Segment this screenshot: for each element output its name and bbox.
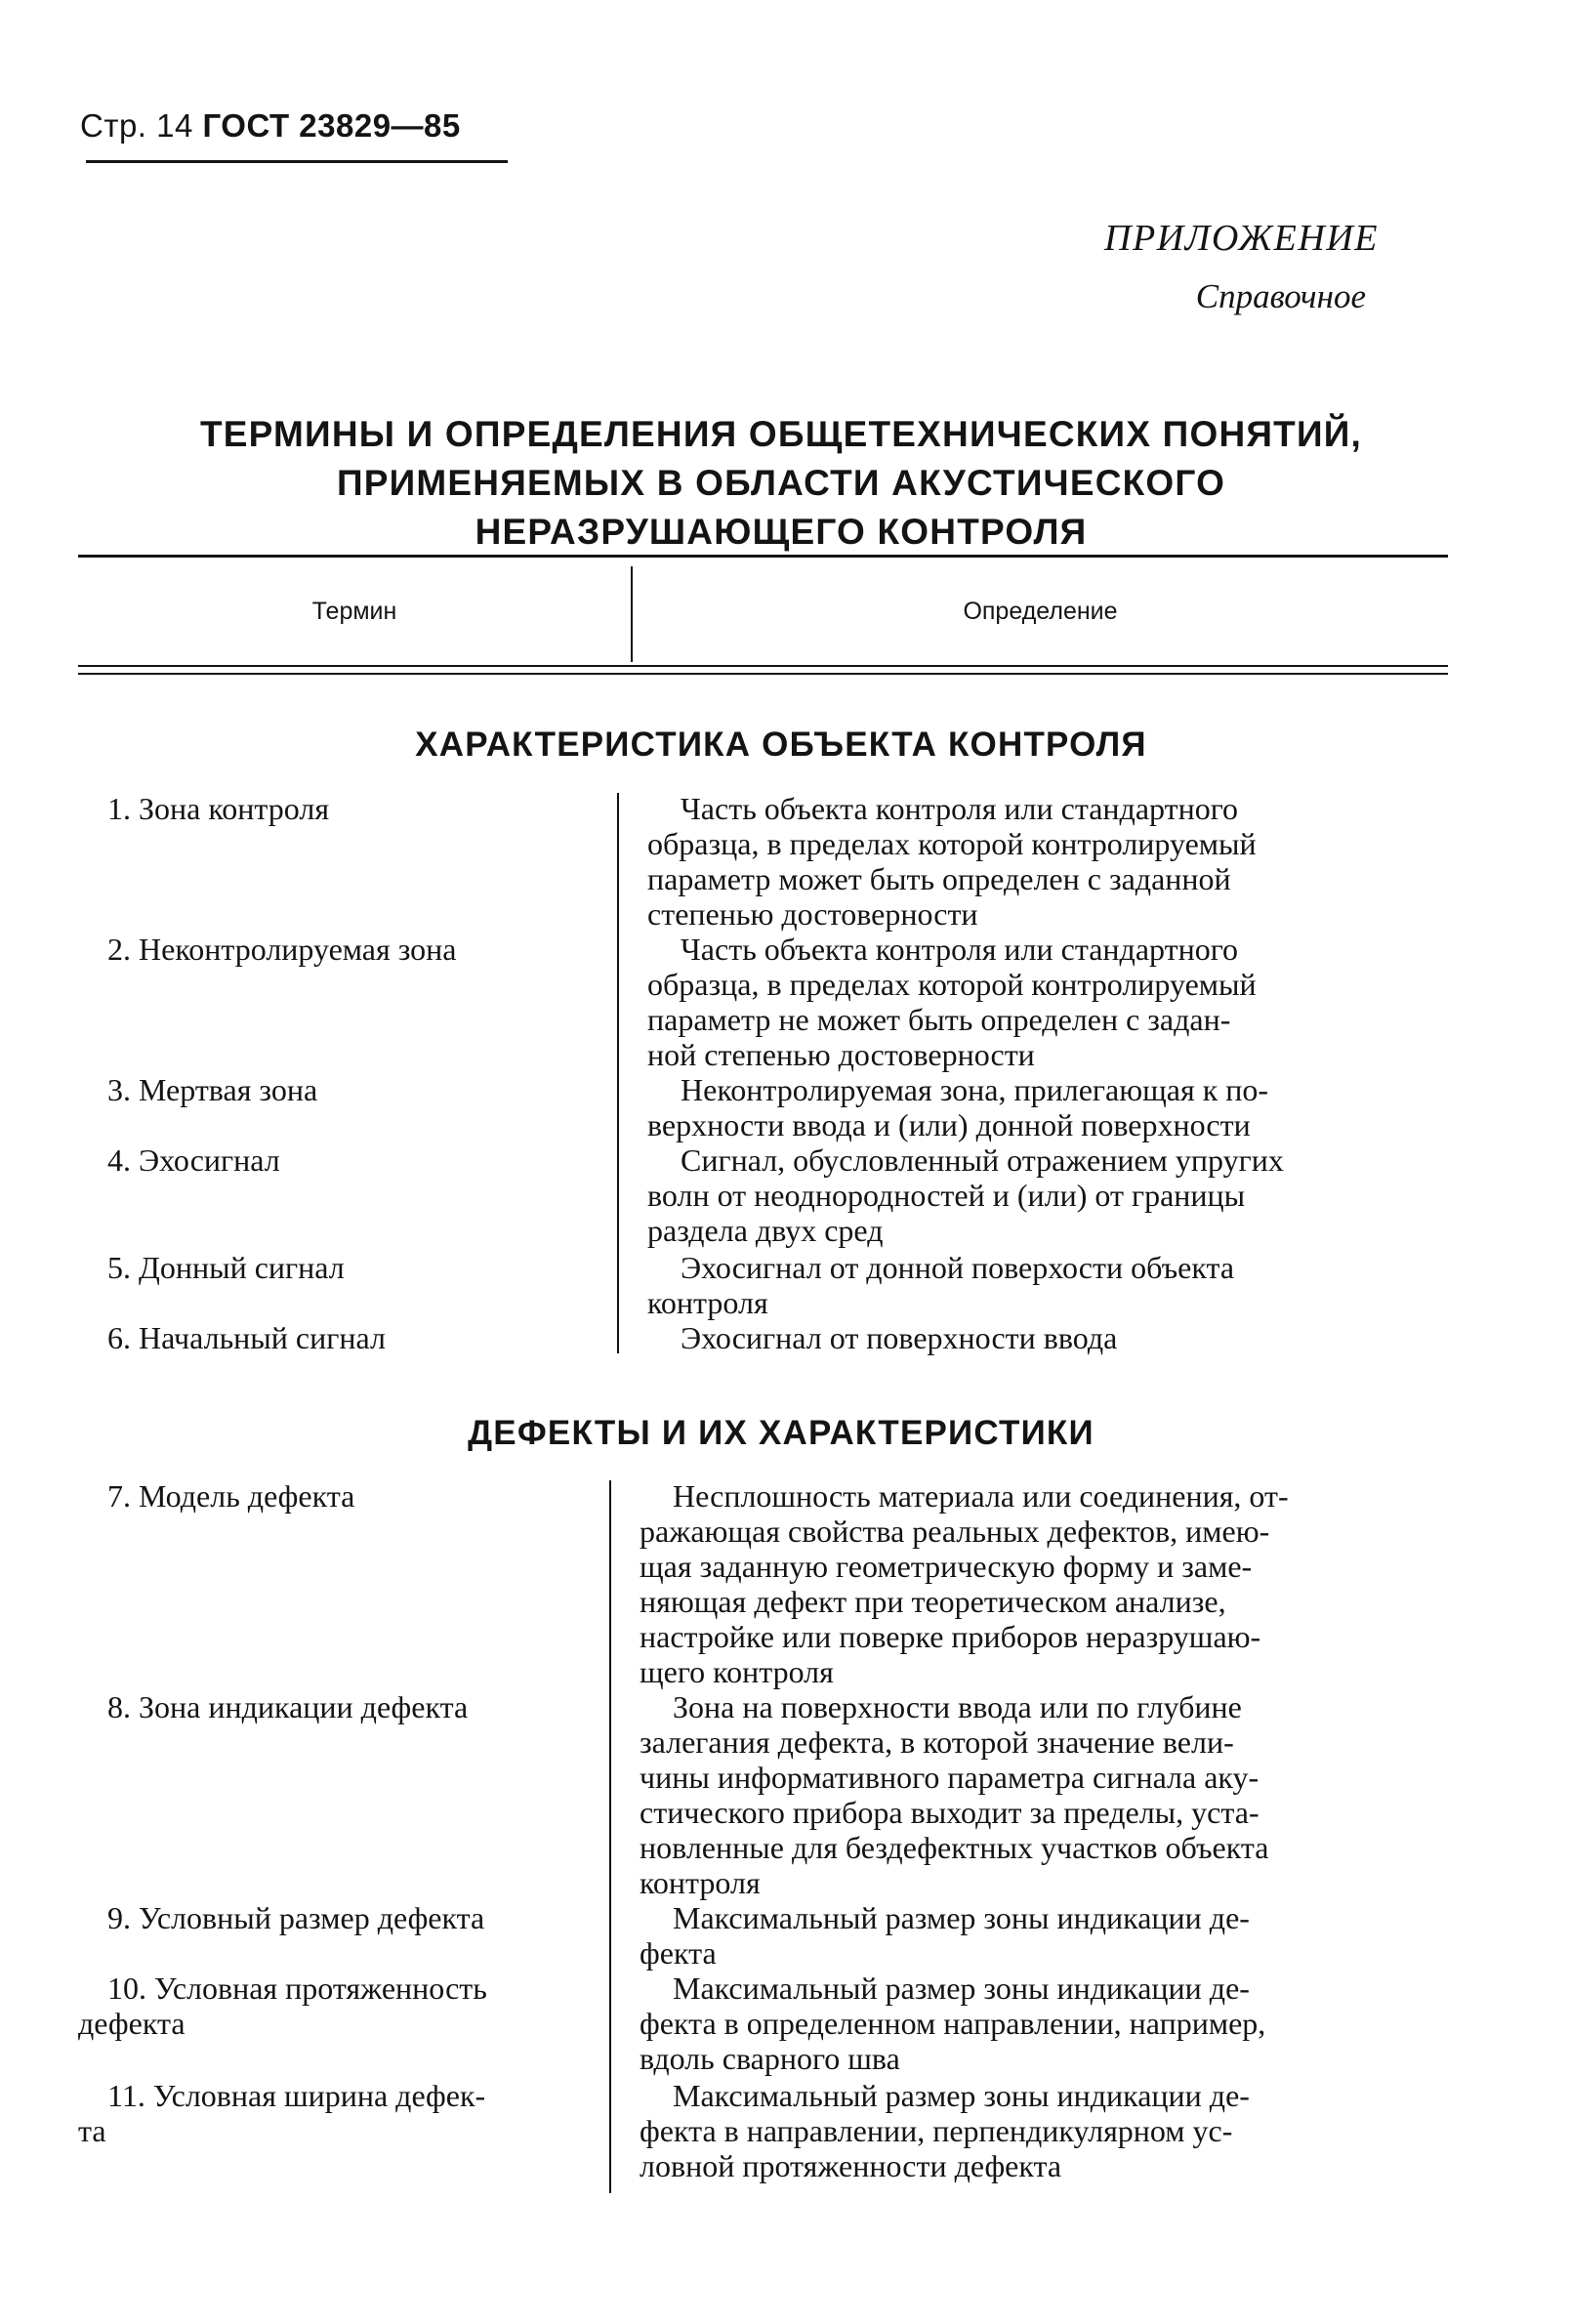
definition-line: фекта в определенном направлении, например, (640, 2006, 1266, 2041)
term-text: 4. Эхосигнал (107, 1142, 280, 1178)
table-top-rule (78, 555, 1448, 558)
table-header-rule (78, 665, 1448, 667)
column-header-term: Термин (311, 598, 397, 625)
definition-entry (640, 2078, 1432, 2183)
term-entry (78, 1478, 605, 1514)
definition-line: фекта в направлении, перпендикулярном ус- (640, 2113, 1233, 2148)
document-title-line: ТЕРМИНЫ И ОПРЕДЕЛЕНИЯ ОБЩЕТЕХНИЧЕСКИХ ПОНЯТИЙ, (199, 414, 1363, 454)
definition-line: щего контроля (640, 1654, 834, 1689)
definition-line: Максимальный размер зоны индикации де- (673, 1971, 1250, 2006)
term-text: 3. Мертвая зона (107, 1072, 318, 1107)
definition-line: образца, в пределах которой контролируемый (647, 967, 1257, 1002)
definition-entry (647, 932, 1440, 1072)
definition-line: верхности ввода и (или) донной поверхности (647, 1107, 1251, 1142)
definition-line: контроля (647, 1285, 768, 1320)
definition-line: стического прибора выходит за пределы, уста- (640, 1795, 1259, 1830)
term-text: 9. Условный размер дефекта (107, 1900, 485, 1935)
definition-line: Часть объекта контроля или стандартного (681, 791, 1239, 826)
definition-line: раздела двух сред (647, 1213, 884, 1248)
definition-line: ражающая свойства реальных дефектов, имею- (640, 1514, 1270, 1549)
page-header (80, 107, 461, 145)
definition-line: ловной протяженности дефекта (640, 2148, 1062, 2183)
definition-line: Зона на поверхности ввода или по глубине (673, 1689, 1242, 1724)
term-entry (78, 1250, 605, 1285)
document-title (78, 410, 1484, 557)
annex-subtitle: Справочное (1195, 277, 1366, 315)
column-header-definition: Определение (963, 598, 1118, 625)
term-entry (78, 1900, 605, 1935)
section-title: ХАРАКТЕРИСТИКА ОБЪЕКТА КОНТРОЛЯ (415, 726, 1147, 764)
definition-line: степенью достоверности (647, 896, 978, 932)
definition-line: Максимальный размер зоны индикации де- (673, 2078, 1250, 2113)
definition-entry (640, 1478, 1432, 1689)
definition-line: Несплошность материала или соединения, от- (673, 1478, 1289, 1514)
definition-line: чины информативного параметра сигнала аку- (640, 1760, 1259, 1795)
column-divider (609, 1480, 611, 2193)
document-title-line: НЕРАЗРУШАЮЩЕГО КОНТРОЛЯ (475, 512, 1088, 552)
term-entry (78, 1689, 605, 1724)
definition-line: волн от неоднородностей и (или) от границы (647, 1178, 1246, 1213)
term-entry (78, 2078, 605, 2148)
section-title: ДЕФЕКТЫ И ИХ ХАРАКТЕРИСТИКИ (468, 1414, 1094, 1452)
term-text: 8. Зона индикации дефекта (107, 1689, 469, 1724)
standard-number: ГОСТ 23829—85 (202, 107, 461, 144)
document-title-line: ПРИМЕНЯЕМЫХ В ОБЛАСТИ АКУСТИЧЕСКОГО (336, 463, 1226, 503)
header-rule (86, 160, 508, 163)
term-entry (78, 791, 605, 826)
definition-line: щая заданную геометрическую форму и заме- (640, 1549, 1253, 1584)
page-label: Стр. 14 (80, 107, 193, 144)
term-entry (78, 1971, 605, 2041)
term-entry (78, 932, 605, 967)
term-entry (78, 1072, 605, 1107)
term-text: дефекта (78, 2006, 186, 2041)
definition-line: Эхосигнал от донной поверхости объекта (681, 1250, 1235, 1285)
term-text: 7. Модель дефекта (107, 1478, 355, 1514)
definition-line: Неконтролируемая зона, прилегающая к по- (681, 1072, 1269, 1107)
definition-line: параметр может быть определен с заданной (647, 861, 1231, 896)
definition-line: залегания дефекта, в которой значение вели- (640, 1724, 1234, 1760)
definition-line: настройке или поверке приборов неразрушаю- (640, 1619, 1261, 1654)
term-text: та (78, 2113, 106, 2148)
definition-line: контроля (640, 1865, 761, 1900)
definition-entry (647, 1250, 1440, 1320)
definition-line: фекта (640, 1935, 717, 1971)
definition-line: новленные для бездефектных участков объекта (640, 1830, 1269, 1865)
term-text: 2. Неконтролируемая зона (107, 932, 457, 967)
definition-line: Максимальный размер зоны индикации де- (673, 1900, 1250, 1935)
definition-entry (640, 1971, 1432, 2076)
definition-entry (647, 1320, 1440, 1355)
definition-line: ной степенью достоверности (647, 1037, 1035, 1072)
term-text: 10. Условная протяженность (107, 1971, 487, 2006)
definition-entry (647, 791, 1440, 932)
definition-line: Часть объекта контроля или стандартного (681, 932, 1239, 967)
definition-line: параметр не может быть определен с задан- (647, 1002, 1231, 1037)
definition-entry (640, 1900, 1432, 1971)
term-entry (78, 1142, 605, 1178)
definition-entry (647, 1072, 1440, 1142)
definition-entry (647, 1142, 1440, 1248)
definition-line: няющая дефект при теоретическом анализе, (640, 1584, 1226, 1619)
definition-line: вдоль сварного шва (640, 2041, 900, 2076)
definition-line: Сигнал, обусловленный отражением упругих (681, 1142, 1284, 1178)
term-entry (78, 1320, 605, 1355)
definition-line: Эхосигнал от поверхности ввода (681, 1320, 1118, 1355)
term-text: 1. Зона контроля (107, 791, 330, 826)
annex-title: ПРИЛОЖЕНИЕ (1104, 218, 1379, 259)
definition-entry (640, 1689, 1432, 1900)
term-text: 11. Условная ширина дефек- (107, 2078, 486, 2113)
column-divider (617, 793, 619, 1353)
term-text: 5. Донный сигнал (107, 1250, 345, 1285)
definition-line: образца, в пределах которой контролируемый (647, 826, 1257, 861)
table-header-rule (78, 673, 1448, 675)
term-text: 6. Начальный сигнал (107, 1320, 386, 1355)
